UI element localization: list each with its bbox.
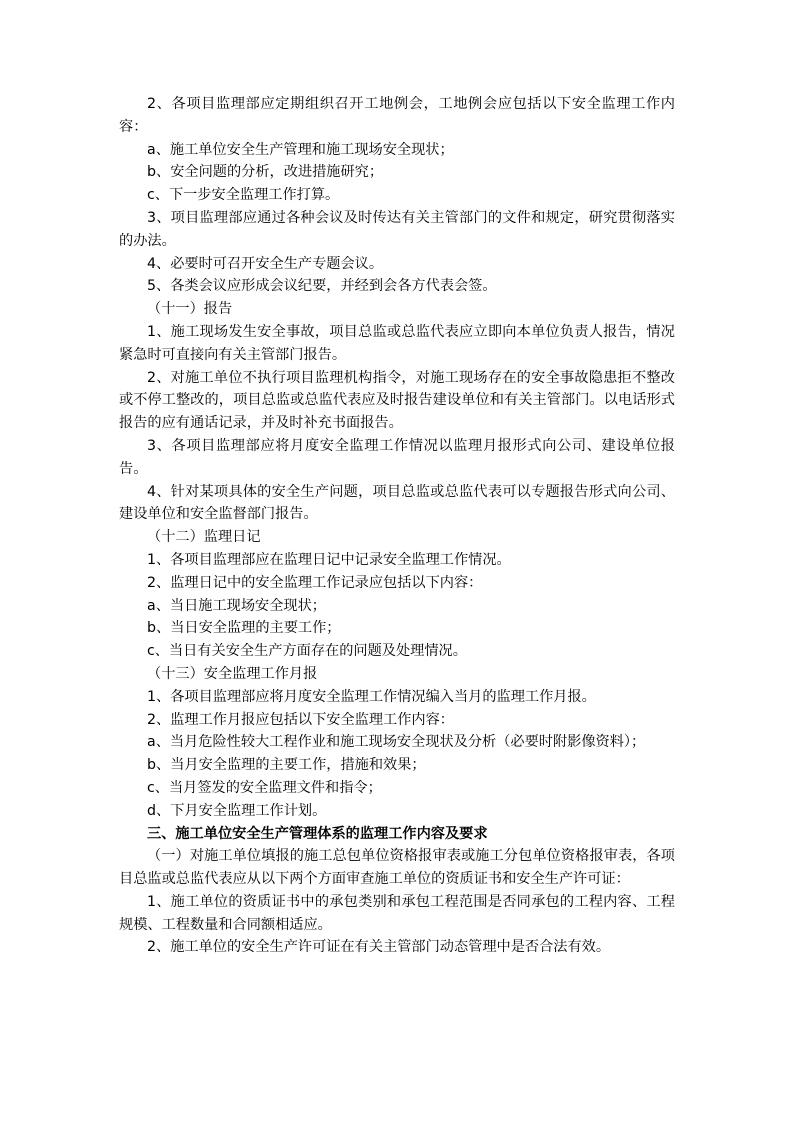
document-page xyxy=(119,93,675,959)
chapter-heading: 三、施工单位安全生产管理体系的监理工作内容及要求 xyxy=(147,825,488,842)
paragraph: 1、各项目监理部应在监理日记中记录安全监理工作情况。 xyxy=(147,551,511,568)
paragraph: 5、各类会议应形成会议纪要，并经到会各方代表会签。 xyxy=(147,278,497,295)
paragraph: b、当月安全监理的主要工作，措施和效果； xyxy=(147,757,426,774)
paragraph: 3、各项目监理部应将月度安全监理工作情况以监理月报形式向公司、建设单位报告。 xyxy=(119,437,675,477)
section-heading: （十一）报告 xyxy=(147,301,233,318)
section-heading: （十三）安全监理工作月报 xyxy=(147,665,318,682)
paragraph: c、下一步安全监理工作打算。 xyxy=(147,187,340,204)
paragraph: 1、施工单位的资质证书中的承包类别和承包工程范围是否同承包的工程内容、工程规模、工程数量和合同额相适应。 xyxy=(119,893,675,933)
paragraph: 2、监理工作月报应包括以下安全监理工作内容： xyxy=(147,711,454,728)
paragraph: 4、针对某项具体的安全生产问题，项目总监或总监代表可以专题报告形式向公司、建设单位和安全监督部门报告。 xyxy=(119,483,675,523)
paragraph: 1、各项目监理部应将月度安全监理工作情况编入当月的监理工作月报。 xyxy=(147,688,596,705)
section-heading: （十二）监理日记 xyxy=(147,529,261,546)
paragraph: a、当日施工现场安全现状； xyxy=(147,597,326,614)
paragraph: 2、施工单位的安全生产许可证在有关主管部门动态管理中是否合法有效。 xyxy=(147,939,611,956)
paragraph: 2、监理日记中的安全监理工作记录应包括以下内容： xyxy=(147,574,483,591)
paragraph: b、当日安全监理的主要工作； xyxy=(147,620,341,637)
paragraph: 3、项目监理部应通过各种会议及时传达有关主管部门的文件和规定，研究贯彻落实的办法。 xyxy=(119,209,675,249)
paragraph: b、安全问题的分析，改进措施研究； xyxy=(147,164,384,181)
paragraph: c、当日有关安全生产方面存在的问题及处理情况。 xyxy=(147,643,467,660)
paragraph: 1、施工现场发生安全事故，项目总监或总监代表应立即向本单位负责人报告，情况紧急时可直接向有关主管部门报告。 xyxy=(119,323,675,363)
paragraph: 2、各项目监理部应定期组织召开工地例会，工地例会应包括以下安全监理工作内容： xyxy=(119,96,675,135)
paragraph: a、当月危险性较大工程作业和施工现场安全现状及分析（必要时附影像资料）； xyxy=(147,734,646,751)
paragraph: 2、对施工单位不执行项目监理机构指令，对施工现场存在的安全事故隐患拒不整改或不停工整改的，项目总监或总监代表应及时报告建设单位和有关主管部门。以电话形式报告的应有通话记录，并及时补充书面报告。 xyxy=(119,369,675,432)
paragraph: （一）对施工单位填报的施工总包单位资格报审表或施工分包单位资格报审表，各项目总监或总监代表应从以下两个方面审查施工单位的资质证书和安全生产许可证： xyxy=(119,848,675,888)
paragraph: c、当月签发的安全监理文件和指令； xyxy=(147,779,382,796)
paragraph: 4、必要时可召开安全生产专题会议。 xyxy=(147,255,384,272)
paragraph: a、施工单位安全生产管理和施工现场安全现状； xyxy=(147,141,454,158)
paragraph: d、下月安全监理工作计划。 xyxy=(147,802,327,819)
